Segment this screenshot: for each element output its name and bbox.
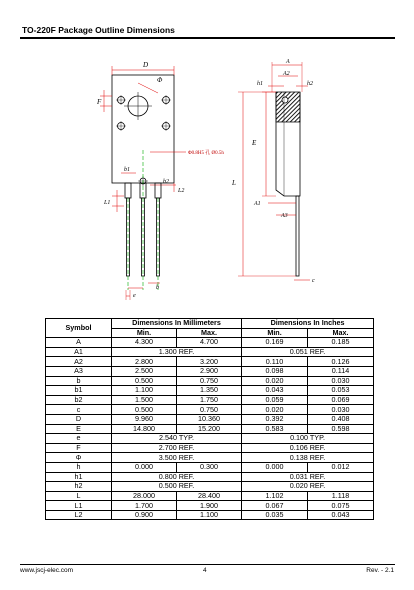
label-c: c — [312, 278, 315, 284]
label-b2: b2 — [163, 179, 169, 185]
table-row — [46, 347, 374, 357]
cell-in-min: 0.020 — [242, 376, 308, 386]
table-row — [46, 357, 374, 367]
cell-in-ref: 0.100 TYP. — [242, 434, 374, 444]
cell-symbol: h1 — [46, 472, 112, 482]
cell-symbol: A — [46, 338, 112, 348]
title-rule — [20, 37, 395, 39]
cell-in-min: 0.043 — [242, 386, 308, 396]
header-symbol: Symbol — [46, 319, 112, 338]
front-view — [100, 66, 186, 300]
cell-symbol: A2 — [46, 357, 112, 367]
header-mm-min: Min. — [112, 328, 177, 338]
cell-symbol: L — [46, 491, 112, 501]
cell-in-max: 0.053 — [308, 386, 374, 396]
cell-in-max: 0.598 — [308, 424, 374, 434]
label-note: Φ0.8H5 孔 Ø0.5h — [188, 151, 224, 156]
cell-symbol: F — [46, 443, 112, 453]
cell-symbol: b1 — [46, 386, 112, 396]
cell-mm-min: 0.900 — [112, 510, 177, 520]
cell-mm-max: 0.750 — [177, 405, 242, 415]
table-row — [46, 414, 374, 424]
table-row — [46, 510, 374, 520]
cell-mm-ref: 3.500 REF. — [112, 453, 242, 463]
table-row — [46, 472, 374, 482]
cell-symbol: b2 — [46, 395, 112, 405]
table-row — [46, 453, 374, 463]
label-A3: A3 — [281, 213, 288, 219]
package-outline-drawing — [0, 40, 414, 315]
label-A: A — [286, 59, 290, 65]
label-D: D — [143, 61, 149, 69]
label-h1: h1 — [257, 81, 263, 87]
label-L1: L1 — [104, 200, 111, 206]
table-row — [46, 482, 374, 492]
cell-in-min: 0.020 — [242, 405, 308, 415]
header-in-max: Max. — [308, 328, 374, 338]
cell-in-ref: 0.031 REF. — [242, 472, 374, 482]
label-e: e — [133, 293, 136, 299]
cell-in-min: 0.035 — [242, 510, 308, 520]
footer-page-number: 4 — [203, 567, 207, 574]
cell-in-max: 0.408 — [308, 414, 374, 424]
label-A2: A2 — [283, 71, 290, 77]
cell-mm-max: 1.750 — [177, 395, 242, 405]
cell-in-max: 0.069 — [308, 395, 374, 405]
label-b1-front: b1 — [124, 167, 130, 173]
label-E: E — [252, 139, 257, 147]
label-b: b — [156, 285, 159, 291]
cell-mm-ref: 0.500 REF. — [112, 482, 242, 492]
cell-mm-max: 3.200 — [177, 357, 242, 367]
cell-in-min: 0.583 — [242, 424, 308, 434]
cell-mm-ref: 2.540 TYP. — [112, 434, 242, 444]
table-row — [46, 443, 374, 453]
cell-in-min: 0.098 — [242, 366, 308, 376]
cell-in-ref: 0.051 REF. — [242, 347, 374, 357]
dimensions-table-body — [46, 338, 374, 520]
cell-in-min: 0.067 — [242, 501, 308, 511]
cell-in-min: 0.169 — [242, 338, 308, 348]
cell-mm-min: 4.300 — [112, 338, 177, 348]
cell-mm-max: 0.750 — [177, 376, 242, 386]
cell-in-ref: 0.020 REF. — [242, 482, 374, 492]
table-row — [46, 462, 374, 472]
cell-mm-max: 1.900 — [177, 501, 242, 511]
cell-mm-ref: 1.300 REF. — [112, 347, 242, 357]
cell-symbol: E — [46, 424, 112, 434]
table-row — [46, 338, 374, 348]
footer-rule — [20, 564, 395, 565]
label-phi: Φ — [157, 76, 163, 84]
footer-revision: Rev. - 2.1 — [366, 567, 394, 574]
cell-symbol: A3 — [46, 366, 112, 376]
table-row — [46, 491, 374, 501]
header-mm-max: Max. — [177, 328, 242, 338]
cell-mm-min: 2.800 — [112, 357, 177, 367]
cell-in-max: 0.185 — [308, 338, 374, 348]
cell-mm-max: 4.700 — [177, 338, 242, 348]
table-row — [46, 386, 374, 396]
cell-symbol: c — [46, 405, 112, 415]
cell-in-min: 0.392 — [242, 414, 308, 424]
cell-in-min: 0.000 — [242, 462, 308, 472]
table-row — [46, 376, 374, 386]
cell-symbol: Φ — [46, 453, 112, 463]
cell-symbol: h — [46, 462, 112, 472]
header-inches: Dimensions In Inches — [242, 319, 374, 329]
cell-in-min: 1.102 — [242, 491, 308, 501]
side-view — [238, 62, 310, 280]
label-h2: h2 — [307, 81, 313, 87]
table-row — [46, 366, 374, 376]
cell-in-max: 0.030 — [308, 405, 374, 415]
header-in-min: Min. — [242, 328, 308, 338]
cell-mm-max: 1.350 — [177, 386, 242, 396]
label-A1: A1 — [254, 201, 261, 207]
cell-in-max: 0.043 — [308, 510, 374, 520]
cell-mm-max: 1.100 — [177, 510, 242, 520]
table-row — [46, 434, 374, 444]
cell-mm-max: 10.360 — [177, 414, 242, 424]
cell-symbol: h2 — [46, 482, 112, 492]
cell-symbol: L2 — [46, 510, 112, 520]
cell-mm-min: 1.700 — [112, 501, 177, 511]
cell-in-min: 0.059 — [242, 395, 308, 405]
cell-symbol: L1 — [46, 501, 112, 511]
table-row — [46, 501, 374, 511]
cell-mm-ref: 0.800 REF. — [112, 472, 242, 482]
cell-mm-min: 1.100 — [112, 386, 177, 396]
cell-in-max: 0.075 — [308, 501, 374, 511]
cell-mm-max: 0.300 — [177, 462, 242, 472]
table-row — [46, 424, 374, 434]
cell-in-min: 0.110 — [242, 357, 308, 367]
cell-symbol: e — [46, 434, 112, 444]
cell-symbol: A1 — [46, 347, 112, 357]
cell-mm-max: 15.200 — [177, 424, 242, 434]
cell-mm-min: 0.500 — [112, 376, 177, 386]
cell-mm-max: 28.400 — [177, 491, 242, 501]
cell-mm-ref: 2.700 REF. — [112, 443, 242, 453]
dimensions-table — [45, 318, 374, 520]
cell-mm-min: 1.500 — [112, 395, 177, 405]
footer-website: www.jscj-elec.com — [20, 567, 74, 574]
cell-in-max: 0.126 — [308, 357, 374, 367]
cell-in-ref: 0.138 REF. — [242, 453, 374, 463]
cell-in-max: 1.118 — [308, 491, 374, 501]
label-F: F — [97, 98, 102, 106]
header-millimeters: Dimensions In Millimeters — [112, 319, 242, 329]
cell-in-max: 0.114 — [308, 366, 374, 376]
cell-in-max: 0.030 — [308, 376, 374, 386]
table-row — [46, 395, 374, 405]
cell-mm-min: 14.800 — [112, 424, 177, 434]
cell-in-ref: 0.106 REF. — [242, 443, 374, 453]
cell-mm-max: 2.900 — [177, 366, 242, 376]
cell-mm-min: 0.000 — [112, 462, 177, 472]
page-title: TO-220F Package Outline Dimensions — [22, 25, 175, 35]
cell-mm-min: 0.500 — [112, 405, 177, 415]
cell-mm-min: 2.500 — [112, 366, 177, 376]
hatched-section — [276, 92, 300, 122]
cell-mm-min: 9.960 — [112, 414, 177, 424]
table-row — [46, 405, 374, 415]
cell-in-max: 0.012 — [308, 462, 374, 472]
label-L2: L2 — [178, 188, 185, 194]
cell-symbol: D — [46, 414, 112, 424]
cell-mm-min: 28.000 — [112, 491, 177, 501]
label-L: L — [232, 179, 236, 187]
cell-symbol: b — [46, 376, 112, 386]
